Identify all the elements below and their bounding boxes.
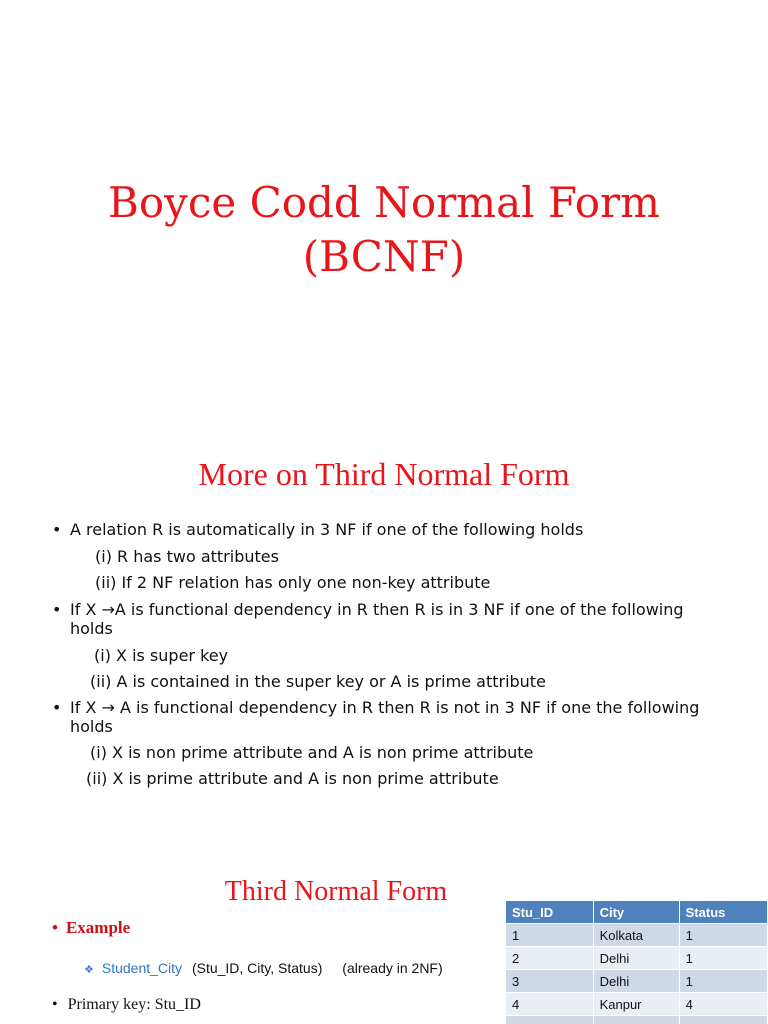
table-row xyxy=(506,924,768,947)
table-cell xyxy=(593,1016,679,1024)
relation-note: (already in 2NF) xyxy=(342,960,443,976)
title-line-1: Boyce Codd Normal Form xyxy=(108,178,660,227)
bullet-dot: • xyxy=(52,520,62,539)
relation-line xyxy=(84,960,443,976)
table-cell xyxy=(506,1016,594,1024)
bullet-item xyxy=(52,520,752,539)
table-cell: 3 xyxy=(506,970,594,993)
table-cell: 4 xyxy=(506,993,594,1016)
bullet-item xyxy=(52,698,727,736)
slide-third-normal-form-example xyxy=(0,838,768,1024)
diamond-bullet-icon: ❖ xyxy=(84,964,94,976)
slide-title-heading xyxy=(0,176,768,284)
sub-item: (i) X is non prime attribute and A is non prime attribute xyxy=(90,743,534,762)
column-header: Stu_ID xyxy=(506,901,594,924)
bullet-dot: • xyxy=(52,698,62,717)
table-row xyxy=(506,993,768,1016)
sub-item: (i) R has two attributes xyxy=(95,547,279,566)
example-bullet xyxy=(52,918,130,938)
bullet-text: If X →A is functional dependency in R then R is in 3 NF if one of the following holds xyxy=(70,600,684,638)
slide-heading: Third Normal Form xyxy=(224,876,448,907)
bullet-item xyxy=(52,600,712,638)
table-cell: 2 xyxy=(506,947,594,970)
table-row xyxy=(506,970,768,993)
table-cell: Kolkata xyxy=(593,924,679,947)
title-line-2: (BCNF) xyxy=(302,232,466,281)
table-row xyxy=(506,1016,768,1024)
table-header-row xyxy=(506,901,768,924)
slide-heading: More on Third Normal Form xyxy=(198,456,570,492)
column-header: City xyxy=(593,901,679,924)
example-label: Example xyxy=(65,918,131,937)
student-city-table xyxy=(505,900,768,1024)
bullet-text: If X → A is functional dependency in R then R is not in 3 NF if one the following holds xyxy=(70,698,700,736)
primary-key-text: Primary key: Stu_ID xyxy=(67,996,201,1013)
primary-key-bullet xyxy=(52,996,201,1014)
bullet-text: A relation R is automatically in 3 NF if one of the following holds xyxy=(70,520,584,539)
table-cell: Delhi xyxy=(593,947,679,970)
column-header: Status xyxy=(679,901,767,924)
bullet-dot: • xyxy=(52,600,62,619)
sub-item: (ii) If 2 NF relation has only one non-key attribute xyxy=(95,573,491,592)
table-cell: Delhi xyxy=(593,970,679,993)
table-cell: 1 xyxy=(679,924,767,947)
slide-title xyxy=(0,0,768,420)
table-cell: Kanpur xyxy=(593,993,679,1016)
sub-item: (ii) A is contained in the super key or A is prime attribute xyxy=(90,672,546,691)
table-cell: 1 xyxy=(679,947,767,970)
table-cell xyxy=(679,1016,767,1024)
bullet-dot: • xyxy=(52,918,58,937)
sub-item: (i) X is super key xyxy=(94,646,229,665)
relation-name: Student_City xyxy=(101,960,183,976)
bullet-dot: • xyxy=(52,996,58,1013)
sub-item: (ii) X is prime attribute and A is non prime attribute xyxy=(86,769,499,788)
table-row xyxy=(506,947,768,970)
slide-third-normal-form xyxy=(0,420,768,838)
table-cell: 1 xyxy=(679,970,767,993)
relation-attributes: (Stu_ID, City, Status) xyxy=(191,960,323,976)
table-cell: 4 xyxy=(679,993,767,1016)
table-cell: 1 xyxy=(506,924,594,947)
